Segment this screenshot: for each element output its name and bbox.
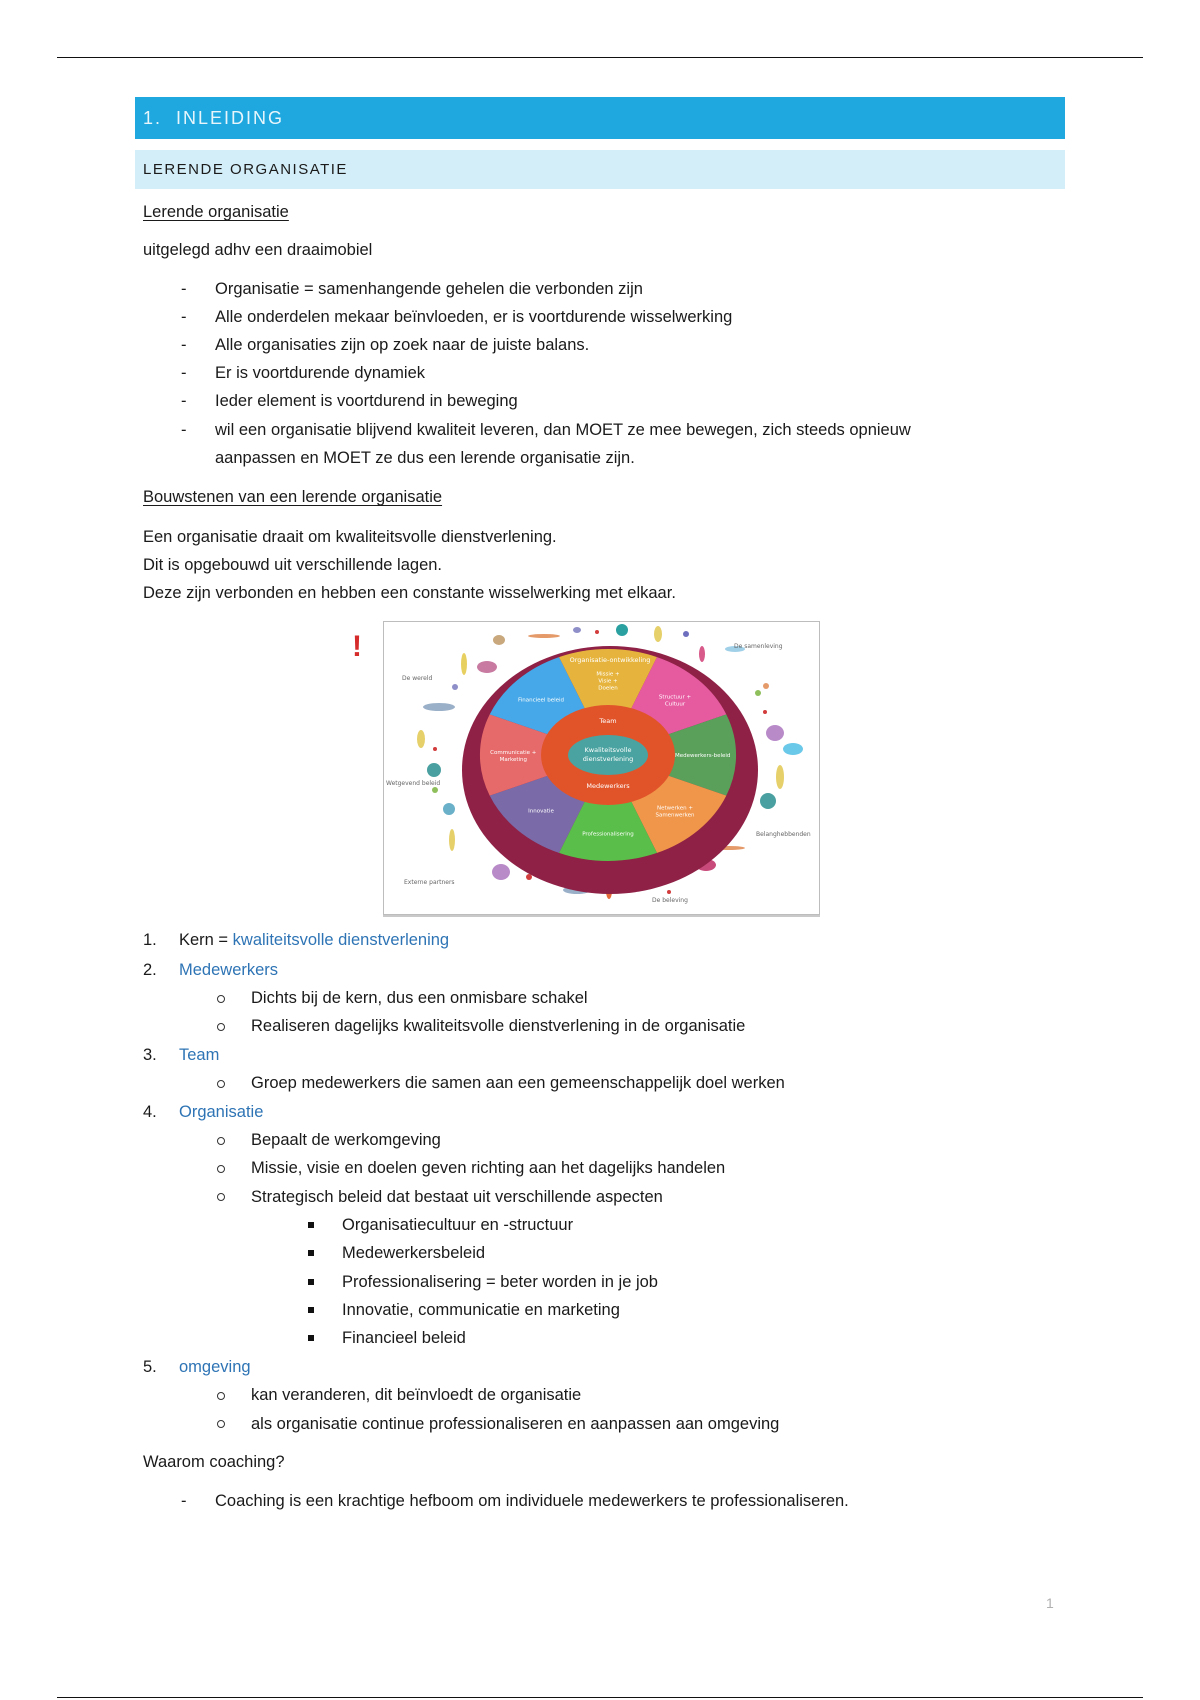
kern-label: kwaliteitsvolle dienstverlening: [232, 931, 450, 949]
label-outside: De beleving: [652, 897, 688, 904]
bullet-item: wil een organisatie blijvend kwaliteit leveren, dan MOET ze mee bewegen, zich steeds opnieuw: [215, 421, 911, 439]
list-number: 3.: [143, 1046, 157, 1064]
bullet-dash: -: [181, 421, 187, 439]
sub-item: Realiseren dagelijks kwaliteitsvolle dienstverlening in de organisatie: [251, 1017, 746, 1035]
list-item-organisatie: Organisatie: [179, 1103, 264, 1121]
section-heading: LERENDE ORGANISATIE: [135, 150, 1065, 189]
sub-item: kan veranderen, dit beïnvloedt de organisatie: [251, 1386, 582, 1404]
list-number: 1.: [143, 931, 157, 949]
core-label: dienstverlening: [582, 755, 634, 763]
inner-top-label: Team: [599, 717, 617, 725]
sub-bullet-circle: [217, 1165, 225, 1173]
list-number: 5.: [143, 1358, 157, 1376]
list-item-omgeving: omgeving: [179, 1358, 251, 1376]
sub-bullet-circle: [217, 1080, 225, 1088]
sub-item: als organisatie continue professionaliseren en aanpassen aan omgeving: [251, 1415, 780, 1433]
question-text: Waarom coaching?: [143, 1453, 285, 1471]
bullet-item: Er is voortdurende dynamiek: [215, 364, 426, 382]
bullet-dash: -: [181, 308, 187, 326]
sub-sub-bullet-square: [308, 1335, 314, 1341]
top-rule: [57, 57, 1143, 58]
bullet-item: Coaching is een krachtige hefboom om individuele medewerkers te professionaliseren.: [215, 1492, 849, 1510]
bottom-rule: [57, 1697, 1143, 1698]
label-outside: De samenleving: [734, 643, 783, 650]
diagram-svg: [384, 622, 819, 914]
label-outside: De wereld: [402, 675, 433, 682]
paragraph-line: Dit is opgebouwd uit verschillende lagen.: [143, 556, 443, 574]
sub-item: Groep medewerkers die samen aan een gemeenschappelijk doel werken: [251, 1074, 785, 1092]
bullet-dash: -: [181, 336, 187, 354]
paragraph-line: Deze zijn verbonden en hebben een constante wisselwerking met elkaar.: [143, 584, 676, 602]
list-item-medewerkers: Medewerkers: [179, 961, 279, 979]
sub-item: Missie, visie en doelen geven richting aan het dagelijks handelen: [251, 1159, 726, 1177]
subheading-lerende-organisatie: Lerende organisatie: [143, 203, 289, 221]
page-number: 1: [1046, 1595, 1054, 1611]
kern-prefix: Kern =: [179, 931, 233, 949]
segment-label: Medewerkers-beleid: [674, 753, 731, 759]
bullet-item: Alle onderdelen mekaar beïnvloeden, er is voortdurende wisselwerking: [215, 308, 733, 326]
sub-sub-item: Financieel beleid: [342, 1329, 466, 1347]
bouwstenen-diagram: [383, 621, 820, 915]
sub-bullet-circle: [217, 1023, 225, 1031]
chapter-number: 1.: [143, 108, 163, 128]
exclamation-mark: !: [352, 630, 362, 663]
sub-sub-bullet-square: [308, 1250, 314, 1256]
sub-sub-bullet-square: [308, 1222, 314, 1228]
chapter-title: INLEIDING: [176, 108, 285, 128]
inner-bottom-label: Medewerkers: [586, 782, 630, 790]
paragraph-line: Een organisatie draait om kwaliteitsvolle dienstverlening.: [143, 528, 557, 546]
sub-sub-bullet-square: [308, 1279, 314, 1285]
sub-sub-item: Innovatie, communicatie en marketing: [342, 1301, 620, 1319]
list-number: 4.: [143, 1103, 157, 1121]
label-outside: Belanghebbenden: [756, 831, 811, 838]
bullet-dash: -: [181, 392, 187, 410]
sub-bullet-circle: [217, 995, 225, 1003]
bullet-item: Alle organisaties zijn op zoek naar de juiste balans.: [215, 336, 590, 354]
chapter-heading: [135, 97, 1065, 139]
outer-ring-label: Organisatie-ontwikkeling: [569, 656, 651, 664]
sub-sub-item: Medewerkersbeleid: [342, 1244, 486, 1262]
bullet-dash: -: [181, 364, 187, 382]
sub-item: Dichts bij de kern, dus een onmisbare schakel: [251, 989, 588, 1007]
bullet-item-continuation: aanpassen en MOET ze dus een lerende organisatie zijn.: [215, 449, 635, 467]
label-outside: Wetgevend beleid: [386, 780, 441, 787]
bullet-item: Ieder element is voortdurend in beweging: [215, 392, 518, 410]
bullet-dash: -: [181, 280, 187, 298]
intro-text: uitgelegd adhv een draaimobiel: [143, 241, 373, 259]
list-number: 2.: [143, 961, 157, 979]
subheading-bouwstenen: Bouwstenen van een lerende organisatie: [143, 488, 443, 506]
label-outside: Externe partners: [404, 879, 455, 886]
segment-label: Communicatie + Marketing: [490, 750, 537, 763]
segment-label: Netwerken + Samenwerken: [655, 805, 695, 819]
sub-item: Bepaalt de werkomgeving: [251, 1131, 441, 1149]
segment-label: Missie + Visie + Doelen: [596, 671, 620, 692]
bullet-item: Organisatie = samenhangende gehelen die verbonden zijn: [215, 280, 643, 298]
sub-bullet-circle: [217, 1392, 225, 1400]
list-item-team: Team: [179, 1046, 220, 1064]
core-label: Kwaliteitsvolle: [584, 746, 632, 754]
bullet-dash: -: [181, 1492, 187, 1510]
sub-item: Strategisch beleid dat bestaat uit verschillende aspecten: [251, 1188, 663, 1206]
sub-bullet-circle: [217, 1420, 225, 1428]
list-item-kern: [179, 929, 449, 951]
segment-label: Innovatie: [528, 808, 554, 815]
sub-bullet-circle: [217, 1137, 225, 1145]
segment-label: Professionalisering: [582, 831, 634, 838]
sub-sub-item: Organisatiecultuur en -structuur: [342, 1216, 574, 1234]
segment-label: Structuur + Cultuur: [658, 694, 692, 708]
sub-sub-item: Professionalisering = beter worden in je job: [342, 1273, 658, 1291]
segment-label: Financieel beleid: [517, 697, 565, 704]
sub-sub-bullet-square: [308, 1307, 314, 1313]
sub-bullet-circle: [217, 1193, 225, 1201]
